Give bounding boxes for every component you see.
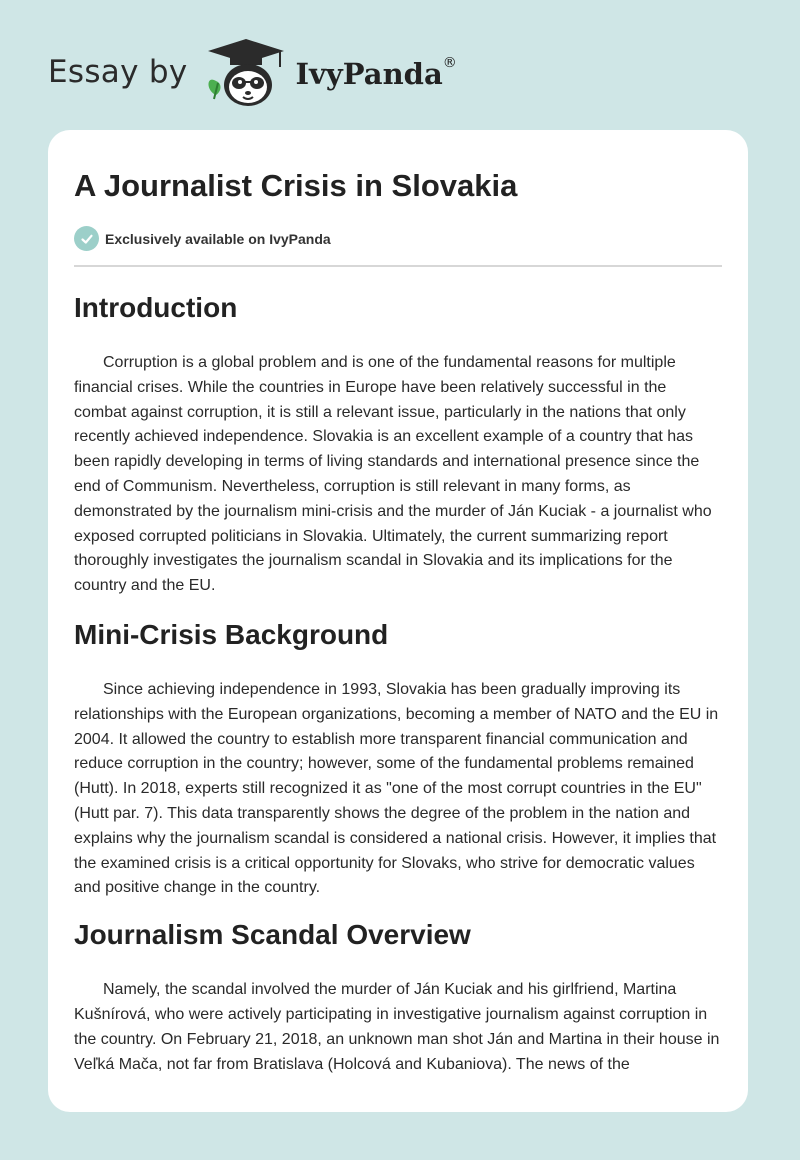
brand-name: IvyPanda® <box>295 55 457 91</box>
essay-by-label: Essay by <box>48 54 188 90</box>
essay-card <box>48 130 748 1112</box>
page-title: A Journalist Crisis in Slovakia <box>74 168 518 203</box>
divider <box>74 265 722 267</box>
section-heading: Introduction <box>74 292 238 323</box>
site-header <box>48 34 457 110</box>
check-icon <box>74 226 99 251</box>
exclusive-badge <box>74 226 722 251</box>
ivypanda-logo[interactable] <box>202 35 457 109</box>
section-paragraph: Corruption is a global problem and is one of the fundamental reasons for multiple financial crises. While the countries in Europe have been relatively successful in the combat against corruption, it is still a relevant issue, particularly in the nations that only recently achieved independence. Slovakia is an excellent example of a country that has been rapidly developing in terms of living standards and international presence since the end of Communism. Nevertheless, corruption is still relevant in many forms, as demonstrated by the journalism mini-crisis and the murder of Ján Kuciak - a journalist who exposed corrupted politicians in Slovakia. Ultimately, the current summarizing report thoroughly investigates the journalism scandal in Slovakia and its implications for the country and the EU. <box>74 354 712 595</box>
section-paragraph: Namely, the scandal involved the murder of Ján Kuciak and his girlfriend, Martina Kušnírová, who were actively participating in investigative journalism against corruption in the country. On February 21, 2018, an unknown man shot Ján and Martina in their house in Veľká Mača, not far from Bratislava (Holcová and Kubaniova). The news of the <box>74 981 720 1073</box>
panda-mascot-icon <box>202 35 290 109</box>
section-heading: Mini-Crisis Background <box>74 618 389 650</box>
section-paragraph: Since achieving independence in 1993, Slovakia has been gradually improving its relationships with the European organizations, becoming a member of NATO and the EU in 2004. It allowed the country to establish more transparent financial communication and reduce corruption in the country; however, some of the fundamental problems remained (Hutt). In 2018, experts still recognized it as "one of the most corrupt countries in the EU" (Hutt par. 7). This data transparently shows the degree of the problem in the nation and explains why the journalism scandal is considered a national crisis. However, it implies that the examined crisis is a critical opportunity for Slovaks, who strive for democratic values and positive change in the country. <box>74 680 719 897</box>
exclusive-label: Exclusively available on IvyPanda <box>105 230 331 247</box>
section-heading: Journalism Scandal Overview <box>74 919 471 951</box>
